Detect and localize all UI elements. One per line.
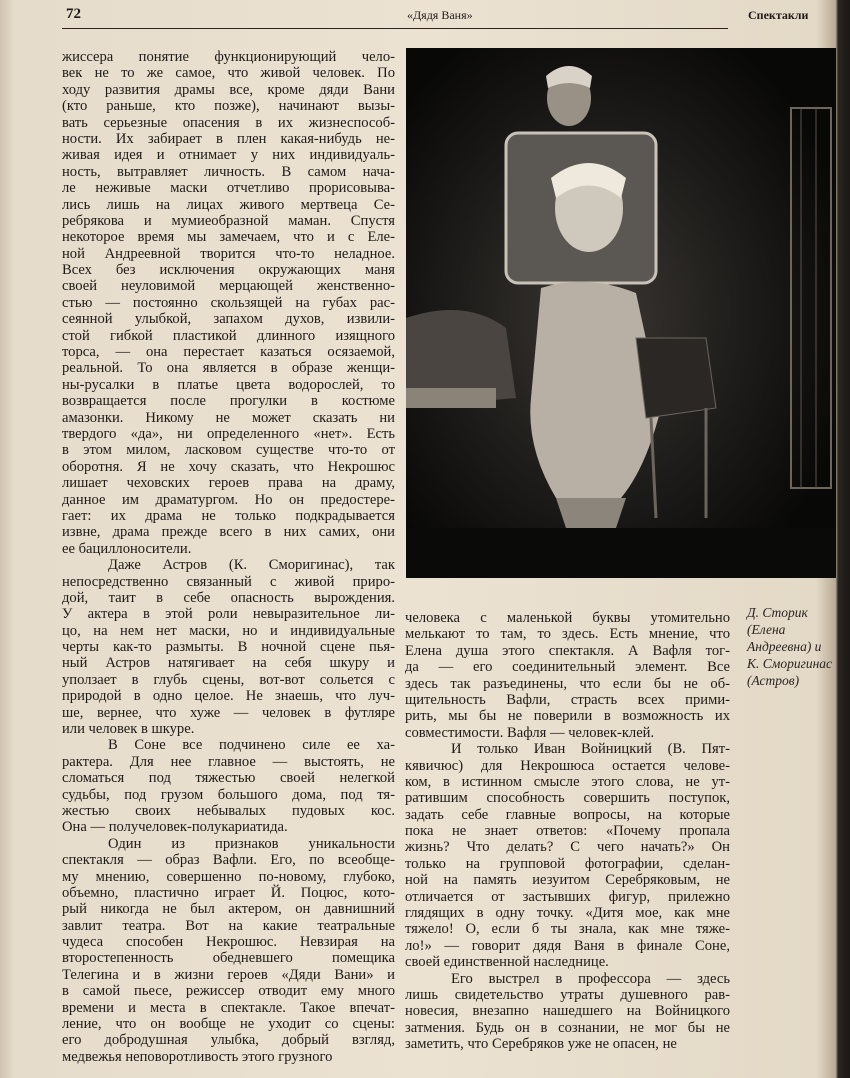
running-title: «Дядя Ваня»: [407, 8, 473, 22]
photo-caption: [747, 604, 832, 689]
stage-photo: [406, 48, 836, 578]
text-line: ратившим способность совершить поступок,: [405, 790, 730, 807]
text-line: У актера в этой роли невыразительное ли-: [62, 606, 395, 623]
text-line: (кто раньше, кто позже), начинают вызы-: [62, 98, 395, 115]
text-line: вать серьезные опасения в их жизнеспособ-: [62, 114, 395, 131]
text-line: некоторое время мы замечаем, что и с Еле-: [62, 229, 395, 246]
paragraph: [62, 737, 395, 835]
caption-line: Д. Сторик: [747, 605, 808, 620]
paragraph: [405, 741, 730, 970]
text-line: возвращается после прогулки в костюме: [62, 393, 395, 410]
text-line: в самой пьесе, режиссер отводит ему много: [62, 983, 395, 1000]
text-line: Один из признаков уникальности: [108, 835, 395, 852]
text-line: жиссера понятие функционирующий чело-: [62, 49, 395, 65]
text-line: своей единственной наследнице.: [405, 954, 609, 971]
text-line: сеянной улыбкой, запахом духов, извили-: [62, 311, 395, 328]
text-line: непосредственно связанный с живой приро-: [62, 573, 395, 590]
right-text-column: [405, 610, 730, 1053]
text-line: завлит театра. Вот на какие театральные: [62, 917, 395, 934]
text-line: лишает чеховских героев права на драму,: [62, 475, 395, 492]
text-line: черты как-то размыты. В ночной сцене пья-: [62, 639, 395, 656]
text-line: ной Андреевной творится что-то неладное.: [62, 245, 395, 262]
caption-line: (Елена: [747, 622, 786, 637]
text-line: Даже Астров (К. Сморигинас), так: [108, 557, 395, 574]
text-line: ление, что он вообще не уходит со сцены:: [62, 1016, 395, 1033]
text-line: только на групповой фотографии, сделан-: [405, 855, 730, 872]
page-number: 72: [66, 6, 81, 22]
left-text-column: [62, 49, 395, 1065]
text-line: ный Астров натягивает на себя шкуру и: [62, 655, 395, 672]
text-line: объемно, пластично играет Й. Поцюс, кото-: [62, 884, 395, 901]
text-line: человека с маленькой буквы утомительно: [405, 610, 730, 626]
text-line: ходу развития драмы все, кроме дяди Вани: [62, 81, 395, 98]
text-line: ле неживые маски отчетливо прорисовыва-: [62, 180, 395, 197]
text-line: заметить, что Серебряков уже не опасен, не: [405, 1036, 677, 1053]
text-line: стью — постоянно скользящей на губах рас-: [62, 294, 395, 311]
text-line: лись лишь на лицах живого мертвеца Се-: [62, 196, 395, 213]
text-line: ло!» — говорит дядя Ваня в финале Соне,: [405, 937, 730, 954]
text-line: ности. Их забирает в плен какая-нибудь не-: [62, 130, 395, 147]
text-line: новесия, внезапно нашедшего на Войницкого: [405, 1003, 730, 1020]
text-line: времени и места в спектакле. Такое впечат-: [62, 999, 395, 1016]
header-rule: [62, 28, 728, 29]
text-line: или человек в шкуре.: [62, 721, 195, 738]
text-line: глядящих в одну точку. «Дитя мое, как мне: [405, 905, 730, 922]
text-line: судьбы, под грузом большого дома, под тя-: [62, 786, 395, 803]
text-line: гает: их драма не только подкрадывается: [62, 507, 395, 524]
text-line: ны-русалки в платье цвета водорослей, то: [62, 376, 395, 393]
text-line: лишь свидетельство утраты душевного рав-: [405, 986, 730, 1003]
text-line: сломаться под тяжестью своей нелегкой: [62, 770, 395, 787]
text-line: Всех без исключения окружающих маня: [62, 262, 395, 279]
text-line: В Соне все подчинено силе ее ха-: [108, 737, 395, 754]
paragraph: [62, 49, 395, 557]
text-line: реальной. То она является в образе женщи-: [62, 360, 395, 377]
text-line: живая идея и отнимает у них индивидуаль-: [62, 147, 395, 164]
text-line: оборотня. Я не хочу сказать, что Некрошюс: [62, 458, 395, 475]
text-line: медвежья неповоротливость этого грузного: [62, 1048, 333, 1065]
text-line: дой, таит в себе опасность вырождения.: [62, 589, 395, 606]
text-line: жестью своих небывалых пудовых кос.: [62, 802, 395, 819]
text-line: данное им драматургом. Но он предостере-: [62, 491, 395, 508]
text-line: ше, вернее, что хуже — человек в футляре: [62, 704, 395, 721]
text-line: Елена душа этого спектакля. А Вафля тог-: [405, 642, 730, 659]
text-line: амазонки. Никому не может сказать ни: [62, 409, 395, 426]
text-line: задать себе главные вопросы, на которые: [405, 806, 730, 823]
text-line: пока не знает ответов: «Почему пропала: [405, 823, 730, 840]
text-line: щительность Вафли, страсть всех прими-: [405, 691, 730, 708]
paragraph: [62, 557, 395, 737]
text-line: ребрякова и мумиеобразной маман. Спустя: [62, 212, 395, 229]
text-line: ной на память иезуитом Серебряковым, не: [405, 872, 730, 889]
text-line: Телегина и в жизни героев «Дяди Вани» и: [62, 966, 395, 983]
text-line: отличается от застывших фигур, прилежно: [405, 888, 730, 905]
text-line: твердого «да», ни определенного «нет». Есть: [62, 425, 395, 442]
paragraph: [62, 836, 395, 1065]
section-name: Спектакли: [748, 8, 809, 22]
text-line: в этом милом, ласковом существе что-то от: [62, 442, 395, 459]
text-line: торса, — она перестает казаться осязаемой,: [62, 344, 395, 361]
text-line: рактера. Для нее главное — выстоять, не: [62, 753, 395, 770]
text-line: век не то же самое, что живой человек. По: [62, 65, 395, 82]
text-line: рить, мы бы не поверили в возможность их: [405, 708, 730, 725]
text-line: его добродушная улыбка, добрый взгляд,: [62, 1032, 395, 1049]
text-line: уползает в глубь сцены, вот-вот сольется с: [62, 671, 395, 688]
caption-line: К. Сморигинас: [747, 656, 833, 671]
text-line: рый никогда не был актером, он давнишний: [62, 901, 395, 918]
text-line: извне, драма прежде всего в них самих, они: [62, 524, 395, 541]
text-line: му мнению, совершенно по-новому, глубоко,: [62, 868, 395, 885]
text-line: да — его соединительный элемент. Все: [405, 659, 730, 676]
text-line: совместимости. Вафля — человек-клей.: [405, 724, 655, 741]
text-line: И только Иван Войницкий (В. Пят-: [451, 741, 730, 758]
text-line: ность, вытравляет личность. В самом нача-: [62, 163, 395, 180]
caption-line: Андреевна) и: [747, 639, 822, 654]
text-line: природой в одно целое. Не знаешь, что луч-: [62, 688, 395, 705]
paragraph: [405, 971, 730, 1053]
text-line: кявичюс) для Некрошюса остается челове-: [405, 757, 730, 774]
text-line: жизнь? Что делать? С чего начать?» Он: [405, 839, 730, 856]
stage-photo-image: [406, 48, 836, 578]
text-line: ее бациллоносители.: [62, 540, 192, 557]
paragraph: [405, 610, 730, 741]
text-line: Его выстрел в профессора — здесь: [451, 970, 730, 987]
text-line: второстепенность обедневшего помещика: [62, 950, 395, 967]
text-line: Она — получеловек-полукариатида.: [62, 819, 288, 836]
text-line: спектакля — образ Вафли. Его, по всеобще-: [62, 852, 395, 869]
text-line: тяжело! О, если б ты знала, как мне тяже-: [405, 921, 730, 938]
text-line: своей неуловимой мерцающей женственно-: [62, 278, 395, 295]
text-line: цо, на нем нет маски, но и индивидуальные: [62, 622, 395, 639]
text-line: стой гибкой пластикой длинного изящного: [62, 327, 395, 344]
text-line: затмения. Будь он в сознании, не мог бы не: [405, 1019, 730, 1036]
text-line: ком, в истинном смысле этого слова, не ут-: [405, 773, 730, 790]
text-line: здесь так разъединены, что если бы не об-: [405, 675, 730, 692]
text-line: чудеса способен Некрошюс. Невзирая на: [62, 934, 395, 951]
caption-line: (Астров): [747, 673, 800, 688]
text-line: мелькают то там, то здесь. Есть мнение, что: [405, 626, 730, 643]
